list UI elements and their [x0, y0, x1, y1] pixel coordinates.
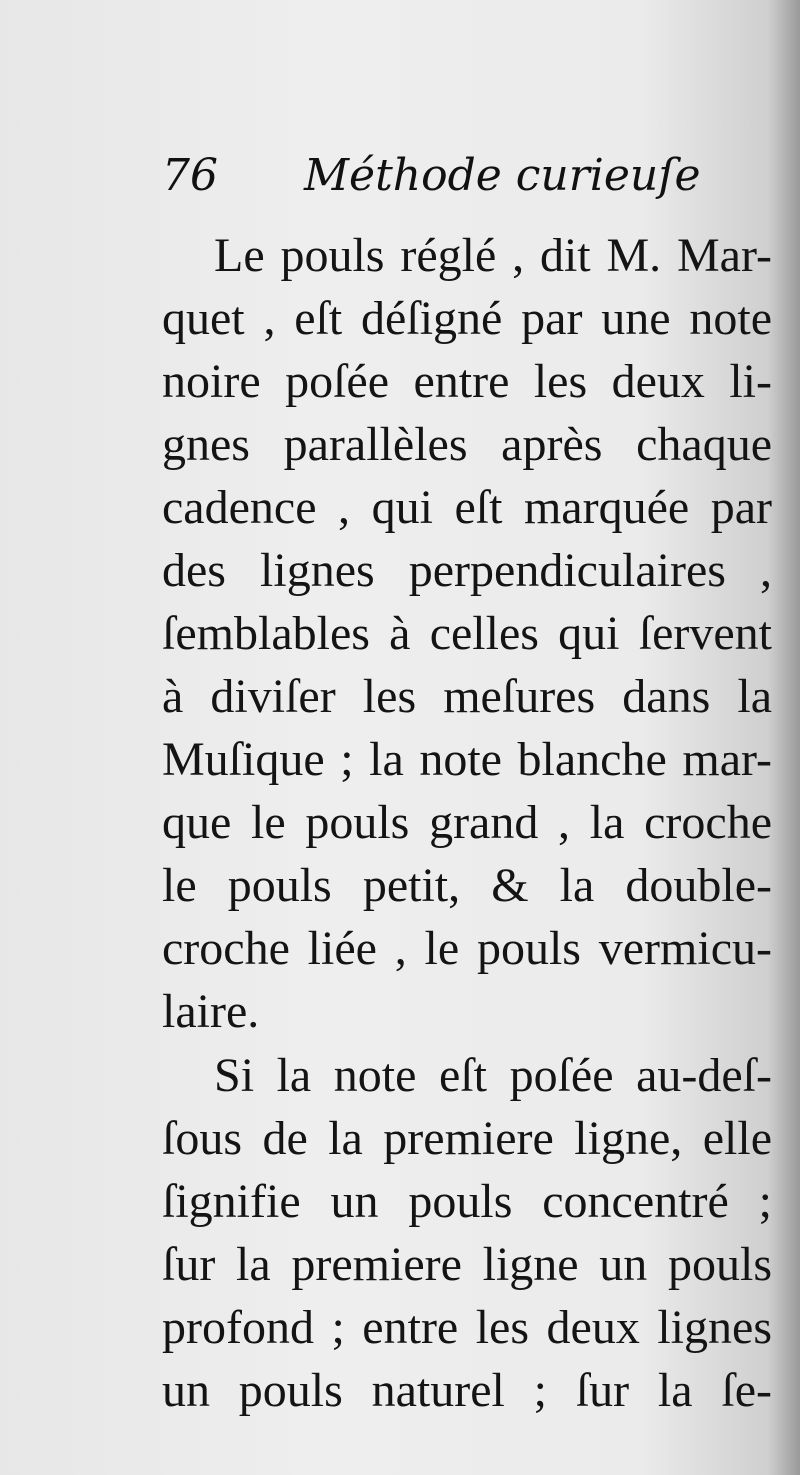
- running-title: Méthode curieuſe: [304, 150, 701, 201]
- paragraph-2: [162, 1044, 772, 1422]
- paragraph-1: [162, 224, 772, 1043]
- text-line: que le pouls grand , la croche: [162, 796, 772, 849]
- text-line: Si la note eſt poſée au-deſ-: [214, 1049, 772, 1102]
- text-line: ſur la premiere ligne un pouls: [162, 1238, 772, 1291]
- page-number: 76: [162, 150, 218, 201]
- text-line: Muſique ; la note blanche mar-: [162, 733, 772, 786]
- text-line: à diviſer les meſures dans la: [162, 670, 772, 723]
- text-line: noire poſée entre les deux li-: [162, 355, 772, 408]
- text-line: laire.: [162, 985, 260, 1038]
- text-line: ſemblables à celles qui ſervent: [162, 607, 772, 660]
- text-line: croche liée , le pouls vermicu-: [162, 922, 772, 975]
- text-line: ſignifie un pouls concentré ;: [162, 1175, 772, 1228]
- text-line: gnes parallèles après chaque: [162, 418, 772, 471]
- text-line: le pouls petit, & la double-: [162, 859, 772, 912]
- text-line: Le pouls réglé , dit M. Mar-: [214, 229, 772, 282]
- running-header: [162, 150, 701, 201]
- text-line: ſous de la premiere ligne, elle: [162, 1112, 772, 1165]
- text-line: un pouls naturel ; ſur la ſe-: [162, 1364, 772, 1417]
- text-line: quet , eſt déſigné par une note: [162, 292, 772, 345]
- text-line: cadence , qui eſt marquée par: [162, 481, 772, 534]
- text-line: des lignes perpendiculaires ,: [162, 544, 772, 597]
- text-line: profond ; entre les deux lignes: [162, 1301, 772, 1354]
